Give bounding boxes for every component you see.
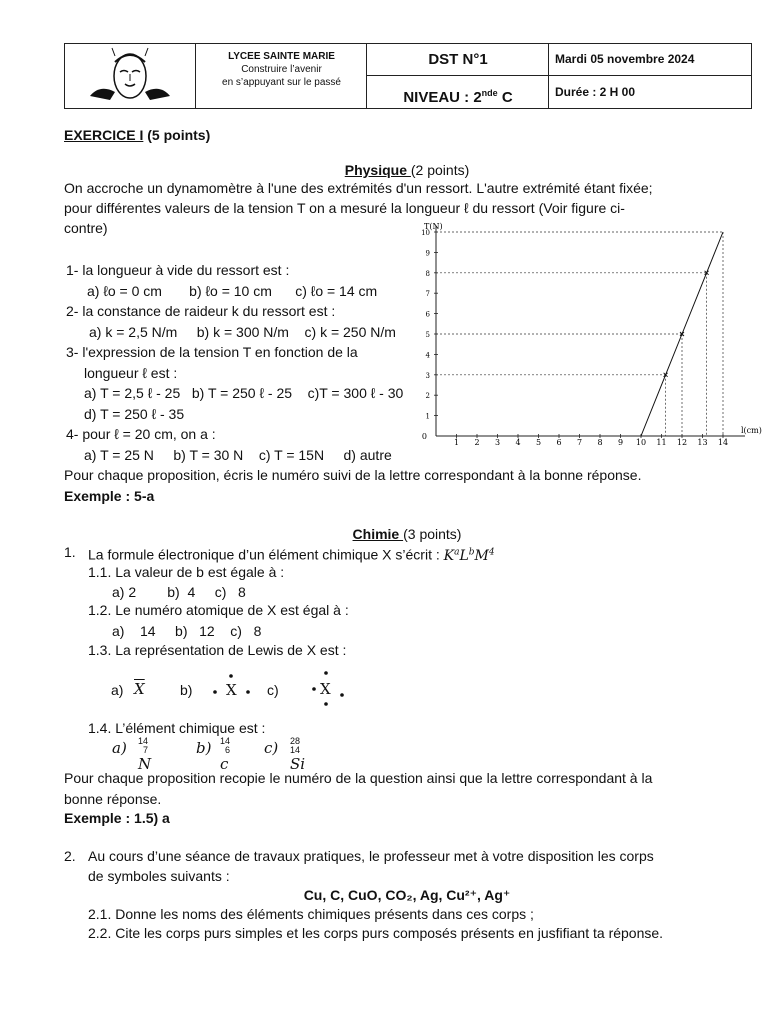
physique-q3-options-1: a) T = 2,5 ℓ - 25 b) T = 250 ℓ - 25 c)T = 300 ℓ - 30: [84, 385, 404, 401]
exercise-title: EXERCICE I (5 points): [64, 127, 211, 143]
chimie-instruction-1: Pour chaque proposition recopie le numéro de la question ainsi que la lettre correspondant à la: [64, 770, 653, 786]
tension-length-chart: [410, 220, 766, 460]
y-tick-label: 1: [425, 412, 430, 421]
y-tick-label: 8: [425, 269, 430, 278]
exam-date: Mardi 05 novembre 2024: [555, 52, 695, 66]
element-c: 28 14Si: [290, 736, 306, 774]
electron-dot: [324, 671, 328, 675]
header-table: [64, 43, 752, 109]
chimie-heading: Chimie (3 points): [352, 526, 462, 542]
element-b: 14 6c: [220, 736, 231, 774]
y-tick-label: 10: [421, 229, 430, 237]
mask-logo-icon: [65, 44, 196, 108]
school-motto-1: Construire l’avenir: [241, 64, 322, 75]
electron-dot: [340, 693, 344, 697]
y-tick-label: 4: [425, 351, 430, 360]
x-tick-label: 6: [556, 438, 562, 447]
lewis-option-a: $\overline{X}$: [134, 680, 145, 698]
chimie-q1-number: 1.: [64, 544, 76, 560]
physique-q2-options: a) k = 2,5 N/m b) k = 300 N/m c) k = 250 N/m: [89, 324, 396, 340]
element-label-c: c): [264, 739, 279, 757]
chimie-q11: 1.1. La valeur de b est égale à :: [88, 564, 285, 580]
physique-intro-1: On accroche un dynamomètre à l'une des extrémités d'un ressort. L'autre extrémité étant fixée;: [64, 180, 653, 196]
y-tick-label: 7: [425, 290, 430, 299]
x-tick-label: 14: [717, 438, 729, 447]
x-tick-label: 3: [494, 438, 501, 447]
chimie-q2-text-2: de symboles suivants :: [88, 868, 230, 884]
duration-cell: [549, 76, 751, 108]
level: NIVEAU : 2nde C: [403, 88, 513, 106]
chimie-q12-options: a) 14 b) 12 c) 8: [112, 623, 262, 639]
x-tick-label: 8: [597, 438, 603, 447]
x-tick-label: 13: [697, 438, 708, 447]
chimie-example: Exemple : 1.5) a: [64, 810, 170, 826]
chimie-q22: 2.2. Cite les corps purs simples et les corps purs composés présents en jusfifiant ta réponse.: [88, 925, 664, 941]
school-cell: [196, 44, 367, 108]
x-tick-label: 1: [453, 438, 460, 447]
x-tick-label: 4: [515, 438, 521, 447]
physique-intro-3: contre): [64, 220, 108, 236]
date-cell: [549, 44, 751, 76]
chimie-species: Cu, C, CuO, CO₂, Ag, Cu²⁺, Ag⁺: [303, 887, 511, 903]
physique-q1-options: a) ℓo = 0 cm b) ℓo = 10 cm c) ℓo = 14 cm: [87, 283, 378, 299]
y-tick-label: 3: [425, 371, 430, 380]
electron-dot: [312, 687, 316, 691]
electron-dot: [213, 690, 217, 694]
exam-title: DST N°1: [428, 51, 488, 68]
physique-q4: 4- pour ℓ = 20 cm, on a :: [66, 426, 216, 442]
chimie-q13: 1.3. La représentation de Lewis de X est :: [88, 642, 347, 658]
electron-dot: [324, 702, 328, 706]
school-name: LYCEE SAINTE MARIE: [228, 51, 335, 62]
x-tick-label: 5: [535, 438, 542, 447]
physique-q2: 2- la constance de raideur k du ressort est :: [66, 303, 336, 319]
lewis-option-b: X: [226, 681, 237, 699]
lewis-electron-dots: [200, 668, 360, 710]
physique-heading: Physique (2 points): [344, 162, 470, 178]
y-tick-label: 2: [425, 392, 430, 401]
lewis-option-c: X: [320, 680, 331, 698]
physique-q3: 3- l'expression de la tension T en fonction de la: [66, 344, 358, 360]
physique-instruction: Pour chaque proposition, écris le numéro suivi de la lettre correspondant à la bonne réponse.: [64, 467, 642, 483]
chimie-instruction-2: bonne réponse.: [64, 791, 162, 807]
logo-cell: [65, 44, 196, 108]
y-axis-label: T(N): [424, 222, 443, 231]
x-tick-label: 10: [635, 438, 647, 447]
chimie-q11-options: a) 2 b) 4 c) 8: [112, 584, 246, 600]
school-motto-2: en s’appuyant sur le passé: [222, 77, 341, 88]
chimie-q14: 1.4. L’élément chimique est :: [88, 720, 266, 736]
physique-q3-cont: longueur ℓ est :: [84, 365, 178, 381]
electron-dot: [246, 690, 250, 694]
x-axis-label: l(cm): [741, 426, 762, 435]
x-tick-label: 12: [676, 438, 688, 447]
element-label-b: b): [196, 739, 212, 757]
chimie-q12: 1.2. Le numéro atomique de X est égal à :: [88, 602, 349, 618]
y-tick-label: 6: [425, 310, 430, 319]
lewis-label-b: b): [180, 682, 193, 698]
element-label-a: a): [112, 739, 127, 757]
element-a: 14 7N: [138, 736, 152, 774]
exam-cell: [367, 44, 549, 76]
chimie-q2-number: 2.: [64, 848, 76, 864]
y-tick-label: 5: [425, 331, 430, 339]
x-tick-label: 11: [656, 438, 667, 447]
lewis-label-a: a): [111, 682, 124, 698]
lewis-label-c: c): [267, 682, 279, 698]
x-tick-label: 7: [576, 438, 583, 447]
x-tick-label: 9: [617, 438, 624, 447]
physique-q3-options-2: d) T = 250 ℓ - 35: [84, 406, 185, 422]
physique-example: Exemple : 5-a: [64, 488, 155, 504]
x-tick-label: 2: [474, 438, 480, 447]
physique-intro-2: pour différentes valeurs de la tension T on a mesuré la longueur ℓ du ressort (Voir figure ci-: [64, 200, 625, 216]
origin-label: 0: [421, 432, 427, 441]
exam-duration: Durée : 2 H 00: [555, 85, 636, 99]
chimie-q1: La formule électronique d’un élément chimique X s’écrit : $K^aL^bM^4$: [88, 546, 495, 564]
physique-q4-options: a) T = 25 N b) T = 30 N c) T = 15N d) autre: [84, 447, 392, 463]
physique-q1: 1- la longueur à vide du ressort est :: [66, 262, 290, 278]
level-cell: [367, 76, 549, 108]
chimie-q21: 2.1. Donne les noms des éléments chimiques présents dans ces corps ;: [88, 906, 534, 922]
electron-dot: [229, 674, 233, 678]
y-tick-label: 9: [425, 249, 430, 258]
chimie-q2-text-1: Au cours d’une séance de travaux pratiques, le professeur met à votre disposition les corps: [88, 848, 654, 864]
